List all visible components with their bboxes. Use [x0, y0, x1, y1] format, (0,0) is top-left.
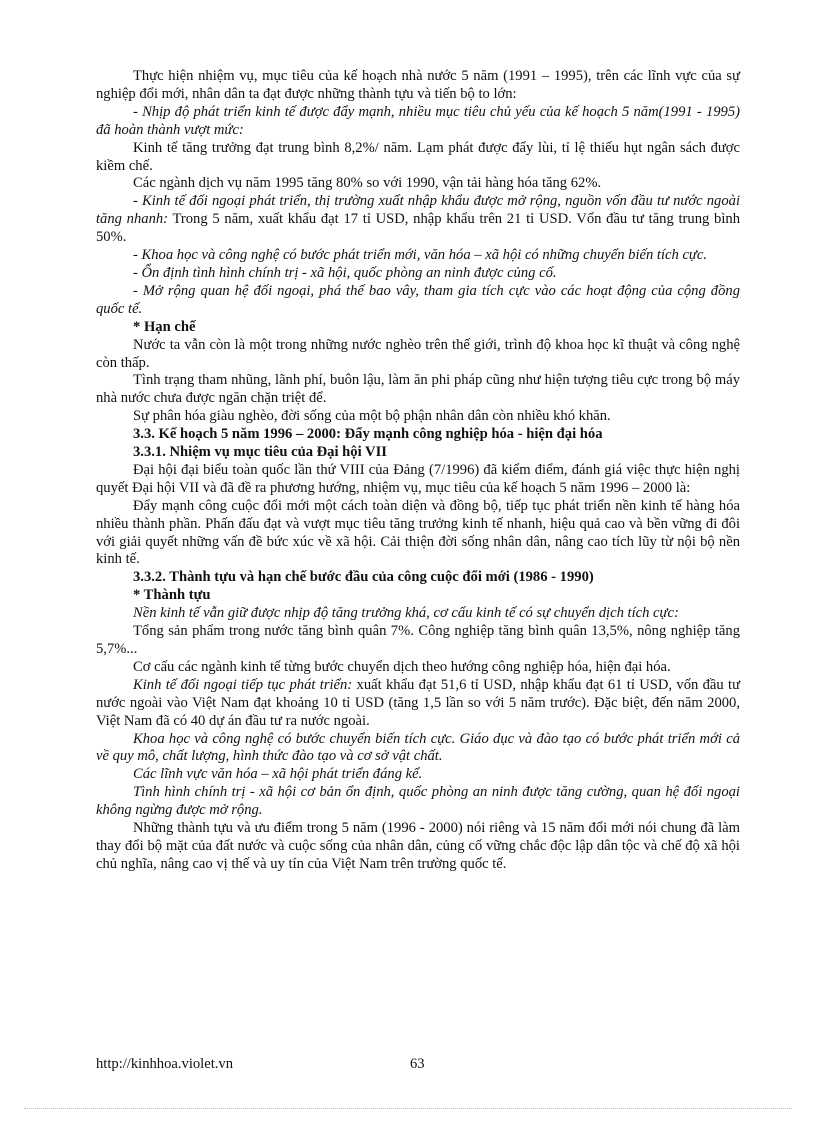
page-number: 63 — [410, 1056, 425, 1072]
paragraph-text: Trong 5 năm, xuất khẩu đạt 17 tỉ USD, nhập khẩu trên 21 tỉ USD. Vốn đầu tư tăng trung bình 50%. — [96, 211, 740, 246]
paragraph: Tình hình chính trị - xã hội cơ bản ổn định, quốc phòng an ninh được tăng cường, quan hệ đối ngoại không ngừng được mở rộng. — [96, 784, 740, 819]
section-heading: * Thành tựu — [133, 587, 211, 604]
paragraph-text: xuất khẩu đạt 51,6 tỉ USD, nhập khẩu đạt 61 tỉ USD, vốn đầu tư nước ngoài vào Việt Nam đạt khoảng 10 tỉ USD (tăng 1,5 lần so với 5 năm trước). Đặc biệt, đến năm 2000, Việt Nam đã có 40 dự án đầu tư ra nước ngoài. — [96, 676, 740, 729]
paragraph: Cơ cấu các ngành kinh tế từng bước chuyển dịch theo hướng công nghiệp hóa, hiện đại hóa. — [133, 658, 671, 675]
paragraph: Các ngành dịch vụ năm 1995 tăng 80% so với 1990, vận tải hàng hóa tăng 62%. — [133, 175, 602, 192]
paragraph: Các lĩnh vực văn hóa – xã hội phát triển đáng kể. — [133, 766, 423, 783]
paragraph: Đẩy mạnh công cuộc đổi mới một cách toàn diện và đồng bộ, tiếp tục phát triển nền kinh tế hàng hóa nhiều thành phần. Phấn đấu đạt và vượt mục tiêu tăng trưởng kinh tế nhanh, hiệu quả cao và bền vững đi đôi với giải quyết những vấn đề bức xúc về xã hội. Cải thiện đời sống nhân dân, nâng cao tích lũy từ nội bộ nền kinh tế. — [96, 497, 740, 568]
paragraph: Tổng sản phẩm trong nước tăng bình quân 7%. Công nghiệp tăng bình quân 13,5%, nông nghiệp tăng 5,7%... — [96, 623, 740, 657]
paragraph — [96, 677, 740, 731]
paragraph: Khoa học và công nghệ có bước chuyển biến tích cực. Giáo dục và đào tạo có bước phát triển mới cả về quy mô, chất lượng, hình thức đào tạo và cơ sở vật chất. — [96, 730, 740, 765]
section-heading: * Hạn chế — [133, 318, 196, 335]
paragraph: - Mở rộng quan hệ đối ngoại, phá thế bao vây, tham gia tích cực vào các hoạt động của cộng đồng quốc tế. — [96, 282, 740, 317]
paragraph: Đại hội đại biểu toàn quốc lần thứ VIII của Đảng (7/1996) đã kiểm điểm, đánh giá việc thực hiện nghị quyết Đại hội VII và đã đề ra phương hướng, nhiệm vụ, mục tiêu của kế hoạch 5 năm 1996 – 2000 là: — [96, 461, 740, 496]
paragraph: - Ổn định tình hình chính trị - xã hội, quốc phòng an ninh được củng cố. — [133, 264, 557, 281]
paragraph: Thực hiện nhiệm vụ, mục tiêu của kế hoạch nhà nước 5 năm (1991 – 1995), trên các lĩnh vực của sự nghiệp đổi mới, nhân dân ta đạt được những thành tựu và tiến bộ to lớn: — [96, 68, 740, 102]
italic-lead: - Kinh tế đối ngoại phát triển, thị trường xuất nhập khẩu được mở rộng, nguồn vốn đầu tư nước ngoài tăng nhanh: — [96, 193, 740, 228]
paragraph: Sự phân hóa giàu nghèo, đời sống của một bộ phận nhân dân còn nhiều khó khăn. — [133, 408, 611, 425]
paragraph: Nền kinh tế vẫn giữ được nhịp độ tăng trưởng khá, cơ cấu kinh tế có sự chuyển dịch tích cực: — [133, 605, 679, 622]
italic-lead: Kinh tế đối ngoại tiếp tục phát triển: — [133, 676, 353, 693]
page-bottom-divider — [24, 1108, 792, 1109]
paragraph: Kinh tế tăng trưởng đạt trung bình 8,2%/ năm. Lạm phát được đẩy lùi, tỉ lệ thiếu hụt ngân sách được kiềm chế. — [96, 139, 740, 174]
document-body — [96, 68, 740, 874]
paragraph — [96, 193, 740, 247]
footer-url[interactable]: http://kinhhoa.violet.vn — [96, 1056, 234, 1072]
paragraph: Tình trạng tham nhũng, lãnh phí, buôn lậu, làm ăn phi pháp cũng như hiện tượng tiêu cực trong bộ máy nhà nước chưa được ngăn chặn triệt để. — [96, 372, 740, 407]
paragraph: - Khoa học và công nghệ có bước phát triển mới, văn hóa – xã hội có những chuyển biến tích cực. — [133, 247, 708, 264]
section-heading: 3.3. Kế hoạch 5 năm 1996 – 2000: Đẩy mạnh công nghiệp hóa - hiện đại hóa — [133, 426, 603, 443]
section-heading: 3.3.2. Thành tựu và hạn chế bước đầu của công cuộc đổi mới (1986 - 1990) — [133, 569, 594, 586]
paragraph: Nước ta vẫn còn là một trong những nước nghèo trên thế giới, trình độ khoa học kĩ thuật và công nghệ còn thấp. — [96, 336, 740, 371]
section-heading: 3.3.1. Nhiệm vụ mục tiêu của Đại hội VII — [133, 444, 387, 461]
paragraph: - Nhịp độ phát triển kinh tế được đẩy mạnh, nhiều mục tiêu chủ yếu của kế hoạch 5 năm(1991 - 1995) đã hoàn thành vượt mức: — [96, 103, 740, 138]
paragraph: Những thành tựu và ưu điểm trong 5 năm (1996 - 2000) nói riêng và 15 năm đổi mới nói chung đã làm thay đổi bộ mặt của đất nước và cuộc sống của nhân dân, củng cố vững chắc độc lập dân tộc và chế độ xã hội chủ nghĩa, nâng cao vị thế và uy tín của Việt Nam trên trường quốc tế. — [96, 820, 740, 872]
